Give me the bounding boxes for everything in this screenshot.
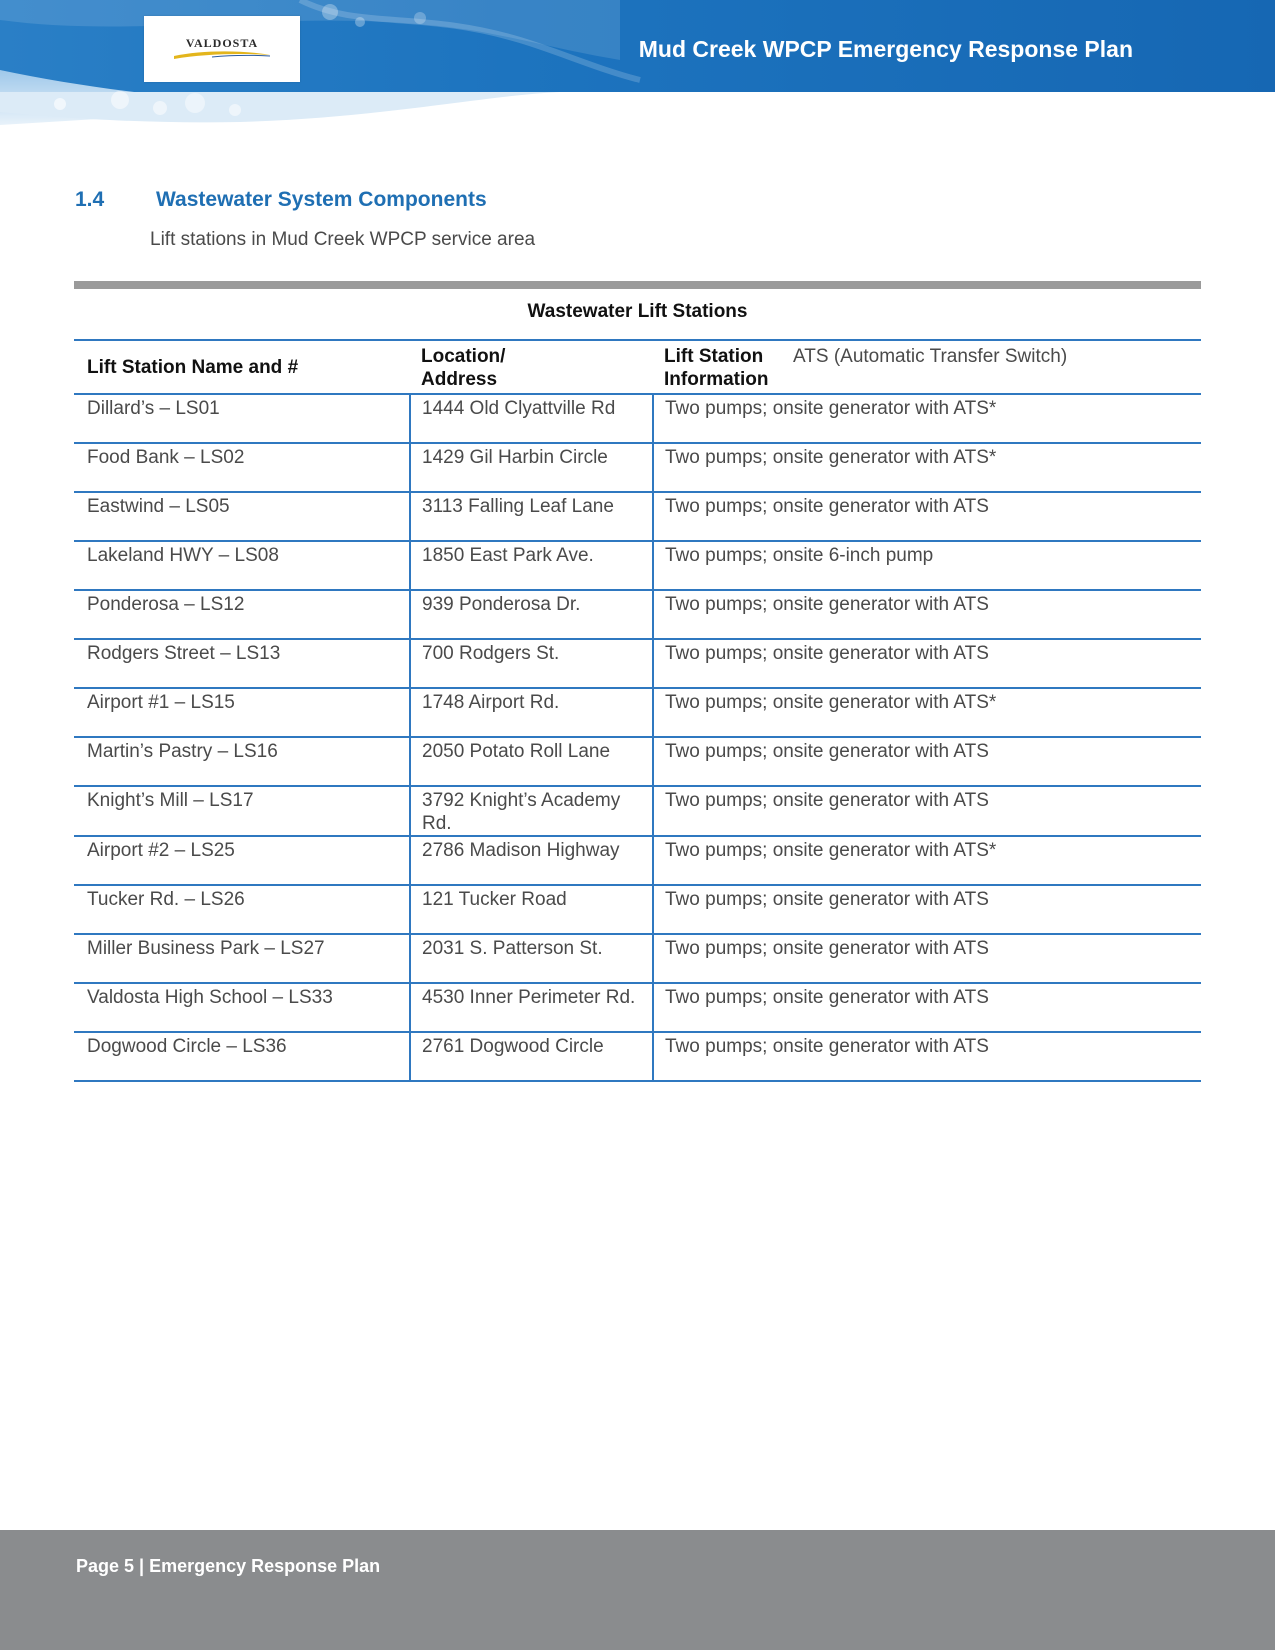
cell-info: Two pumps; onsite generator with ATS	[653, 1032, 1201, 1081]
cell-location: 939 Ponderosa Dr.	[410, 590, 653, 639]
table-row	[74, 492, 1201, 541]
column-header-name: Lift Station Name and #	[74, 340, 410, 394]
cell-station-name: Airport #1 – LS15	[74, 688, 410, 737]
cell-info: Two pumps; onsite generator with ATS*	[653, 443, 1201, 492]
section-intro: Lift stations in Mud Creek WPCP service area	[150, 229, 536, 250]
table-row	[74, 443, 1201, 492]
cell-location: 1850 East Park Ave.	[410, 541, 653, 590]
cell-location: 1444 Old Clyattville Rd	[410, 394, 653, 443]
cell-info: Two pumps; onsite generator with ATS	[653, 639, 1201, 688]
lift-stations-table-container	[74, 281, 1201, 1082]
table-caption: Wastewater Lift Stations	[74, 289, 1201, 340]
cell-station-name: Dillard’s – LS01	[74, 394, 410, 443]
cell-station-name: Valdosta High School – LS33	[74, 983, 410, 1032]
cell-info: Two pumps; onsite generator with ATS	[653, 983, 1201, 1032]
cell-station-name: Martin’s Pastry – LS16	[74, 737, 410, 786]
cell-location: 4530 Inner Perimeter Rd.	[410, 983, 653, 1032]
document-title: Mud Creek WPCP Emergency Response Plan	[638, 36, 1133, 62]
page-header	[0, 0, 1275, 125]
cell-station-name: Ponderosa – LS12	[74, 590, 410, 639]
cell-location: 3113 Falling Leaf Lane	[410, 492, 653, 541]
cell-station-name: Dogwood Circle – LS36	[74, 1032, 410, 1081]
table-row	[74, 737, 1201, 786]
cell-info: Two pumps; onsite generator with ATS*	[653, 688, 1201, 737]
cell-station-name: Miller Business Park – LS27	[74, 934, 410, 983]
cell-location: 2761 Dogwood Circle	[410, 1032, 653, 1081]
table-row	[74, 983, 1201, 1032]
section-number: 1.4	[75, 188, 105, 211]
cell-station-name: Lakeland HWY – LS08	[74, 541, 410, 590]
table-row	[74, 934, 1201, 983]
table-top-rule	[74, 281, 1201, 289]
cell-info: Two pumps; onsite generator with ATS	[653, 786, 1201, 836]
cell-info: Two pumps; onsite generator with ATS	[653, 590, 1201, 639]
cell-station-name: Knight’s Mill – LS17	[74, 786, 410, 836]
table-row	[74, 639, 1201, 688]
column-header-location-label: Location/ Address	[421, 346, 506, 390]
table-row	[74, 688, 1201, 737]
cell-station-name: Tucker Rd. – LS26	[74, 885, 410, 934]
cell-location: 2050 Potato Roll Lane	[410, 737, 653, 786]
cell-location: 1748 Airport Rd.	[410, 688, 653, 737]
table-row	[74, 590, 1201, 639]
footer-page-label: Page 5 | Emergency Response Plan	[76, 1556, 381, 1576]
cell-station-name: Eastwind – LS05	[74, 492, 410, 541]
table-row	[74, 541, 1201, 590]
column-header-info	[653, 340, 1201, 394]
table-header-row	[74, 340, 1201, 394]
column-header-info-label: Lift Station Information	[664, 346, 769, 390]
cell-info: Two pumps; onsite generator with ATS	[653, 737, 1201, 786]
table-body	[74, 394, 1201, 1081]
cell-location: 700 Rodgers St.	[410, 639, 653, 688]
table-row	[74, 1032, 1201, 1081]
cell-location: 2786 Madison Highway	[410, 836, 653, 885]
cell-info: Two pumps; onsite generator with ATS	[653, 885, 1201, 934]
lift-stations-table	[74, 289, 1201, 1082]
cell-info: Two pumps; onsite generator with ATS*	[653, 836, 1201, 885]
table-row	[74, 836, 1201, 885]
cell-info: Two pumps; onsite generator with ATS	[653, 934, 1201, 983]
table-row	[74, 394, 1201, 443]
column-header-location	[410, 340, 653, 394]
cell-location: 121 Tucker Road	[410, 885, 653, 934]
ats-definition-note: ATS (Automatic Transfer Switch)	[793, 346, 1068, 367]
cell-location: 2031 S. Patterson St.	[410, 934, 653, 983]
cell-location: 3792 Knight’s Academy Rd.	[410, 786, 653, 836]
cell-station-name: Rodgers Street – LS13	[74, 639, 410, 688]
table-row	[74, 885, 1201, 934]
cell-info: Two pumps; onsite generator with ATS	[653, 492, 1201, 541]
table-row	[74, 786, 1201, 836]
logo-wordmark: VALDOSTA	[185, 36, 259, 50]
cell-info: Two pumps; onsite 6-inch pump	[653, 541, 1201, 590]
cell-station-name: Airport #2 – LS25	[74, 836, 410, 885]
section-title: Wastewater System Components	[156, 188, 487, 211]
valdosta-logo	[144, 16, 300, 82]
cell-location: 1429 Gil Harbin Circle	[410, 443, 653, 492]
section-heading	[75, 188, 487, 212]
page-footer	[0, 1530, 1275, 1650]
cell-station-name: Food Bank – LS02	[74, 443, 410, 492]
cell-info: Two pumps; onsite generator with ATS*	[653, 394, 1201, 443]
logo-swoosh-icon	[172, 50, 272, 60]
